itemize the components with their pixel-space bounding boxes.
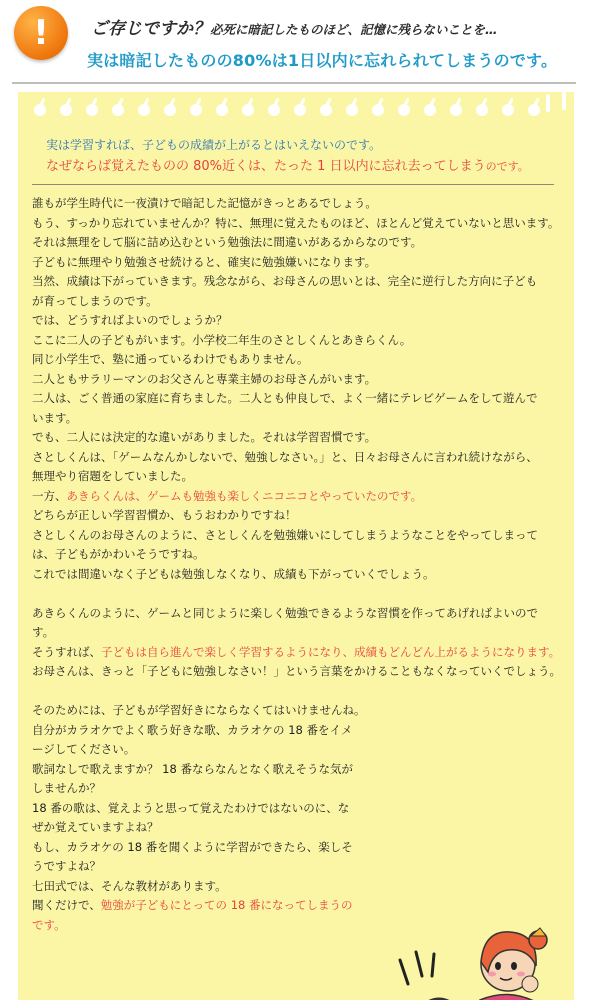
body-line: 七田式では、そんな教材があります。 — [32, 878, 227, 893]
body-line: しませんか？ — [32, 781, 101, 795]
exclamation-badge-icon — [14, 6, 68, 60]
body-line: もう、すっかり忘れていませんか？特に、無理に覚えたものほど、ほとんど覚えていないと思います。 — [32, 215, 560, 230]
body-line: ぜか覚えていますよね？ — [32, 820, 159, 834]
exclamation-mark: ! — [33, 13, 49, 53]
body-line: ここに二人の子どもがいます。小学校二年生のさとしくんとあきらくん。 — [32, 332, 412, 347]
body-line: 子どもに無理やり勉強させ続けると、確実に勉強嫌いになります。 — [32, 254, 377, 269]
body-line: あきらくんのように、ゲームと同じように楽しく勉強できるような習慣を作ってあげればよいので — [32, 605, 538, 620]
body-line: もし、カラオケの 18 番を聞くように学習ができたら、楽しそ — [32, 839, 353, 854]
body-line: は、子どもがかわいそうですね。 — [32, 547, 205, 561]
body-line: 無理やり宿題をしていました。 — [32, 469, 193, 483]
paragraph-gap — [32, 584, 562, 604]
body-line-highlight: です。 — [32, 917, 66, 932]
body-line: ージしてください。 — [32, 742, 136, 756]
body-line: そのためには、子どもが学習好きにならなくてはいけませんね。 — [32, 703, 366, 717]
body-line: さとしくんは、「ゲームなんかしないで、勉強しなさい。」と、日々お母さんに言われ続けながら、 — [32, 449, 538, 464]
header-divider — [12, 82, 576, 84]
note-divider — [32, 184, 554, 185]
intro-line-1: 実は学習すれば、子どもの成績が上がるとはいえないのです。 — [46, 138, 382, 152]
body-line: では、どうすればよいのでしょうか？ — [32, 313, 228, 327]
body-line: 18 番の歌は、覚えようと思って覚えたわけではないのに、な — [32, 800, 350, 815]
girl-studying-with-radio-illustration — [388, 892, 568, 1000]
header — [0, 0, 591, 88]
body-line: 当然、成績は下がっていきます。残念ながら、お母さんの思いとは、完全に逆行した方向に子ども — [32, 274, 538, 288]
body-line: これでは間違いなく子どもは勉強しなくなり、成績も下がっていくでしょう。 — [32, 566, 435, 581]
article-body — [32, 194, 562, 935]
body-line: います。 — [32, 410, 78, 425]
highlight-text: あきらくんは、ゲームも勉強も楽しくニコニコとやっていたのです。 — [66, 488, 423, 503]
paragraph-gap — [32, 682, 562, 702]
intro-line-2-tail: のです。 — [485, 160, 529, 173]
headline-blue: 実は暗記したものの80%は1日以内に忘れられてしまうのです。 — [87, 51, 558, 70]
body-line: す。 — [32, 625, 55, 639]
headline-main: ご存じですか？ — [91, 19, 210, 39]
body-line: どちらが正しい学習習慣か、もうおわかりですね！ — [32, 508, 297, 522]
intro-line-2 — [46, 155, 529, 174]
body-line: お母さんは、きっと「子どもに勉強しなさい！」という言葉をかけることもなくなっていくでしょう。 — [32, 664, 561, 678]
body-line: でも、二人には決定的な違いがありました。それは学習習慣です。 — [32, 430, 377, 444]
headline-question — [91, 14, 498, 39]
body-line-highlight: そうすれば、子どもは自ら進んで楽しく学習するようになり、成績もどんどん上がるようになります。 — [32, 644, 561, 659]
intro-line-2-main: なぜならば覚えたものの 80%近くは、たった 1 日以内に忘れ去ってしまう — [46, 159, 486, 174]
body-line: 歌詞なしで歌えますか？ 18 番ならなんとなく歌えそうな気が — [32, 761, 353, 776]
headline-sub: 必死に暗記したものほど、記憶に残らないことを… — [210, 22, 498, 37]
body-line: うですよね？ — [32, 859, 101, 873]
highlight-text: 勉強が子どもにとっての 18 番になってしまうの — [100, 898, 353, 912]
body-line: 同じ小学生で、塾に通っているわけでもありません。 — [32, 352, 309, 366]
body-line: 自分がカラオケでよく歌う好きな歌、カラオケの 18 番をイメ — [32, 722, 353, 737]
body-line: 二人は、ごく普通の家庭に育ちました。二人とも仲良しで、よく一緒にテレビゲームをして遊んで — [32, 391, 538, 405]
body-line-highlight: 聞くだけで、勉強が子どもにとっての 18 番になってしまうの — [32, 898, 353, 912]
body-line: それは無理をして脳に詰め込むという勉強法に間違いがあるからなのです。 — [32, 235, 423, 249]
highlight-text: 子どもは自ら進んで楽しく学習するようになり、成績もどんどん上がるようになります。 — [101, 644, 561, 659]
body-line: さとしくんのお母さんのように、さとしくんを勉強嫌いにしてしまうようなことをやってしまって — [32, 527, 538, 542]
note-binding-holes — [30, 98, 570, 120]
body-line: 二人ともサラリーマンのお父さんと専業主婦のお母さんがいます。 — [32, 371, 377, 386]
note-panel — [18, 92, 574, 1000]
body-line: 誰もが学生時代に一夜漬けで暗記した記憶がきっとあるでしょう。 — [32, 196, 377, 210]
body-line: が育ってしまうのです。 — [32, 293, 158, 308]
body-line-highlight: 一方、あきらくんは、ゲームも勉強も楽しくニコニコとやっていたのです。 — [32, 488, 423, 503]
